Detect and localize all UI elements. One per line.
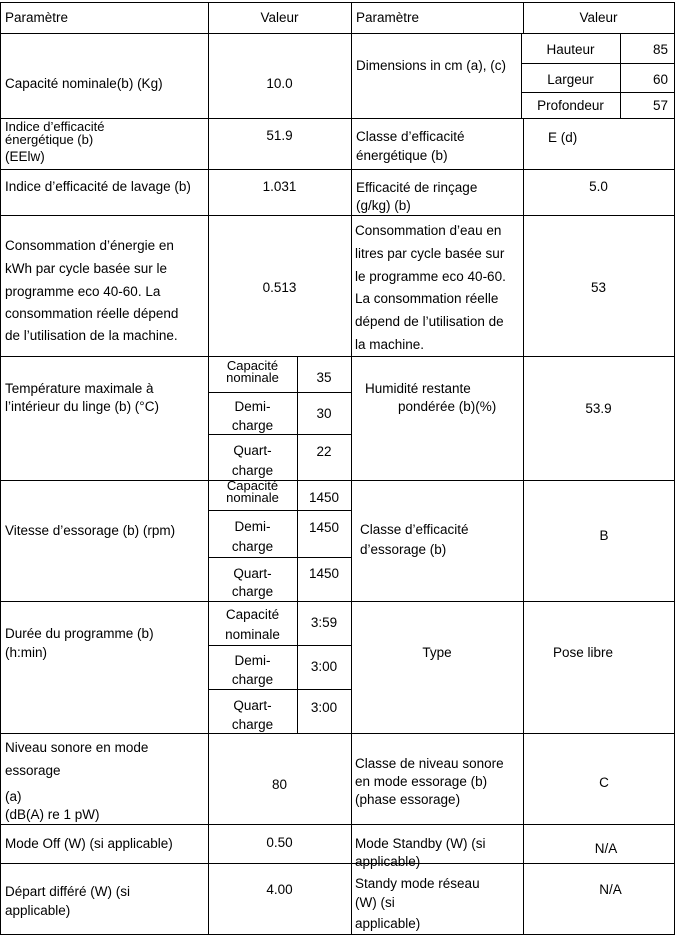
grid-line — [521, 63, 675, 64]
grid-line — [0, 480, 675, 481]
standby-label-2: applicable) — [355, 854, 421, 869]
grid-line — [0, 733, 675, 734]
spin-half-value: 1450 — [308, 520, 340, 535]
dim-hauteur-value: 85 — [652, 42, 668, 57]
spin-half-1: Demi- — [234, 519, 271, 534]
grid-line — [208, 645, 351, 646]
water-consumption-l6: la machine. — [355, 337, 425, 352]
noise-label-2: essorage — [5, 763, 61, 778]
grid-line — [0, 33, 675, 34]
grid-line — [0, 169, 675, 170]
network-standby-label-3: applicable) — [355, 916, 421, 931]
water-consumption-l4: La consommation réelle — [355, 291, 499, 306]
noise-class-label-1: Classe de niveau sonore — [355, 756, 504, 771]
energy-class-label-2: énergétique (b) — [356, 148, 448, 163]
rinse-label-1: Efficacité de rinçage — [356, 180, 478, 195]
off-mode-label: Mode Off (W) (si applicable) — [5, 836, 173, 851]
noise-class-label-3: (phase essorage) — [355, 792, 461, 807]
noise-label-4: (dB(A) re 1 pW) — [5, 807, 100, 822]
energy-class-value: E (d) — [548, 130, 578, 145]
type-value: Pose libre — [552, 645, 614, 660]
grid-line — [0, 215, 675, 216]
energy-consumption-l2: kWh par cycle basée sur le — [5, 261, 168, 276]
capacity-value: 10.0 — [266, 76, 293, 91]
noise-label-3: (a) — [5, 789, 22, 804]
grid-line — [208, 689, 351, 690]
temperature-half-1: Demi- — [234, 399, 271, 414]
noise-value: 80 — [271, 777, 288, 792]
spin-class-value: B — [599, 528, 609, 543]
spin-class-label-2: d’essorage (b) — [360, 542, 447, 557]
temperature-full-1: Capacité — [226, 358, 279, 373]
capacity-label: Capacité nominale(b) (Kg) — [5, 76, 163, 91]
energy-consumption-l3: programme eco 40-60. La — [5, 284, 161, 299]
duration-quarter-1: Quart- — [233, 698, 272, 713]
dim-hauteur-label: Hauteur — [546, 42, 595, 57]
dim-profondeur-label: Profondeur — [537, 98, 604, 113]
energy-consumption-l5: de l’utilisation de la machine. — [5, 328, 178, 343]
water-consumption-l2: litres par cycle basée sur — [355, 246, 505, 261]
header-value-right: Valeur — [579, 10, 618, 25]
spin-quarter-2: charge — [231, 584, 274, 599]
wash-index-label: Indice d’efficacité de lavage (b) — [5, 179, 191, 194]
energy-consumption-l4: consommation réelle dépend — [5, 306, 179, 321]
spin-full-value: 1450 — [308, 490, 340, 505]
rinse-value: 5.0 — [589, 179, 608, 194]
header-param-left: Paramètre — [5, 10, 69, 25]
spin-quarter-1: Quart- — [233, 566, 272, 581]
humidity-value: 53.9 — [585, 401, 612, 416]
water-consumption-l3: le programme eco 40-60. — [355, 269, 506, 284]
temperature-full-2: nominale — [226, 370, 279, 385]
energy-consumption-l1: Consommation d’énergie en — [5, 238, 174, 253]
eei-value: 51.9 — [266, 128, 293, 143]
duration-full-value: 3:59 — [310, 615, 338, 630]
grid-line — [0, 356, 675, 357]
humidity-label-2: pondérée (b)(%) — [398, 399, 497, 414]
water-consumption-value: 53 — [590, 280, 607, 295]
grid-line — [523, 118, 524, 934]
duration-half-value: 3:00 — [310, 659, 338, 674]
delay-label-2: applicable) — [5, 903, 71, 918]
grid-line — [0, 824, 675, 825]
duration-full-1: Capacité — [225, 607, 280, 622]
eei-label-1: Indice d’efficacité — [5, 119, 105, 134]
grid-line — [0, 601, 675, 602]
duration-label-1: Durée du programme (b) — [5, 626, 154, 641]
humidity-label-1: Humidité restante — [365, 381, 471, 396]
temperature-label-2: l’intérieur du linge (b) (°C) — [5, 399, 159, 414]
rinse-label-2: (g/kg) (b) — [356, 198, 411, 213]
duration-quarter-value: 3:00 — [310, 700, 338, 715]
grid-line — [208, 557, 351, 558]
spin-label: Vitesse d’essorage (b) (rpm) — [5, 523, 176, 538]
energy-consumption-value: 0.513 — [262, 280, 297, 295]
grid-line — [208, 510, 351, 511]
standby-value: N/A — [594, 841, 618, 856]
water-consumption-l5: dépend de l’utilisation de — [355, 314, 504, 329]
type-label: Type — [422, 645, 452, 660]
grid-line — [208, 392, 351, 393]
standby-label-1: Mode Standby (W) (si — [355, 836, 486, 851]
temperature-label-1: Température maximale à — [5, 381, 154, 396]
duration-full-2: nominale — [225, 627, 280, 642]
spin-half-2: charge — [231, 539, 274, 554]
temperature-half-value: 30 — [316, 406, 332, 421]
noise-class-value: C — [599, 775, 609, 790]
eei-label-2: énergétique (b) — [5, 132, 94, 147]
grid-line — [0, 2, 675, 3]
spin-full-1: Capacité — [226, 478, 279, 493]
temperature-quarter-value: 22 — [316, 444, 332, 459]
water-consumption-l1: Consommation d’eau en — [355, 223, 502, 238]
network-standby-label-2: (W) (si — [355, 895, 395, 910]
off-mode-value: 0.50 — [266, 835, 293, 850]
delay-value: 4.00 — [266, 882, 293, 897]
grid-line — [0, 2, 1, 934]
noise-class-label-2: en mode essorage (b) — [355, 774, 488, 789]
duration-label-2: (h:min) — [5, 645, 48, 660]
temperature-full-value: 35 — [316, 370, 332, 385]
grid-line — [521, 92, 675, 93]
network-standby-value: N/A — [599, 882, 622, 897]
dim-largeur-label: Largeur — [547, 72, 594, 87]
grid-line — [208, 434, 351, 435]
network-standby-label-1: Standy mode réseau — [355, 876, 480, 891]
spin-class-label-1: Classe d’efficacité — [360, 522, 469, 537]
duration-quarter-2: charge — [231, 717, 274, 732]
duration-half-2: charge — [231, 672, 274, 687]
noise-label-1: Niveau sonore en mode — [5, 740, 149, 755]
grid-line — [0, 863, 675, 864]
eei-label-3: (EElw) — [5, 149, 45, 164]
energy-class-label-1: Classe d’efficacité — [356, 129, 465, 144]
temperature-half-2: charge — [231, 418, 274, 433]
dim-profondeur-value: 57 — [652, 98, 668, 113]
temperature-quarter-2: charge — [231, 463, 274, 478]
wash-index-value: 1.031 — [262, 179, 297, 194]
duration-half-1: Demi- — [234, 653, 271, 668]
temperature-quarter-1: Quart- — [233, 443, 272, 458]
header-param-right: Paramètre — [356, 10, 420, 25]
dimensions-label: Dimensions in cm (a), (c) — [356, 58, 507, 73]
header-value-left: Valeur — [260, 10, 299, 25]
spin-quarter-value: 1450 — [308, 566, 340, 581]
dim-largeur-value: 60 — [652, 72, 668, 87]
grid-line — [351, 2, 352, 934]
delay-label-1: Départ différé (W) (si — [5, 884, 131, 899]
spin-full-2: nominale — [226, 490, 279, 505]
